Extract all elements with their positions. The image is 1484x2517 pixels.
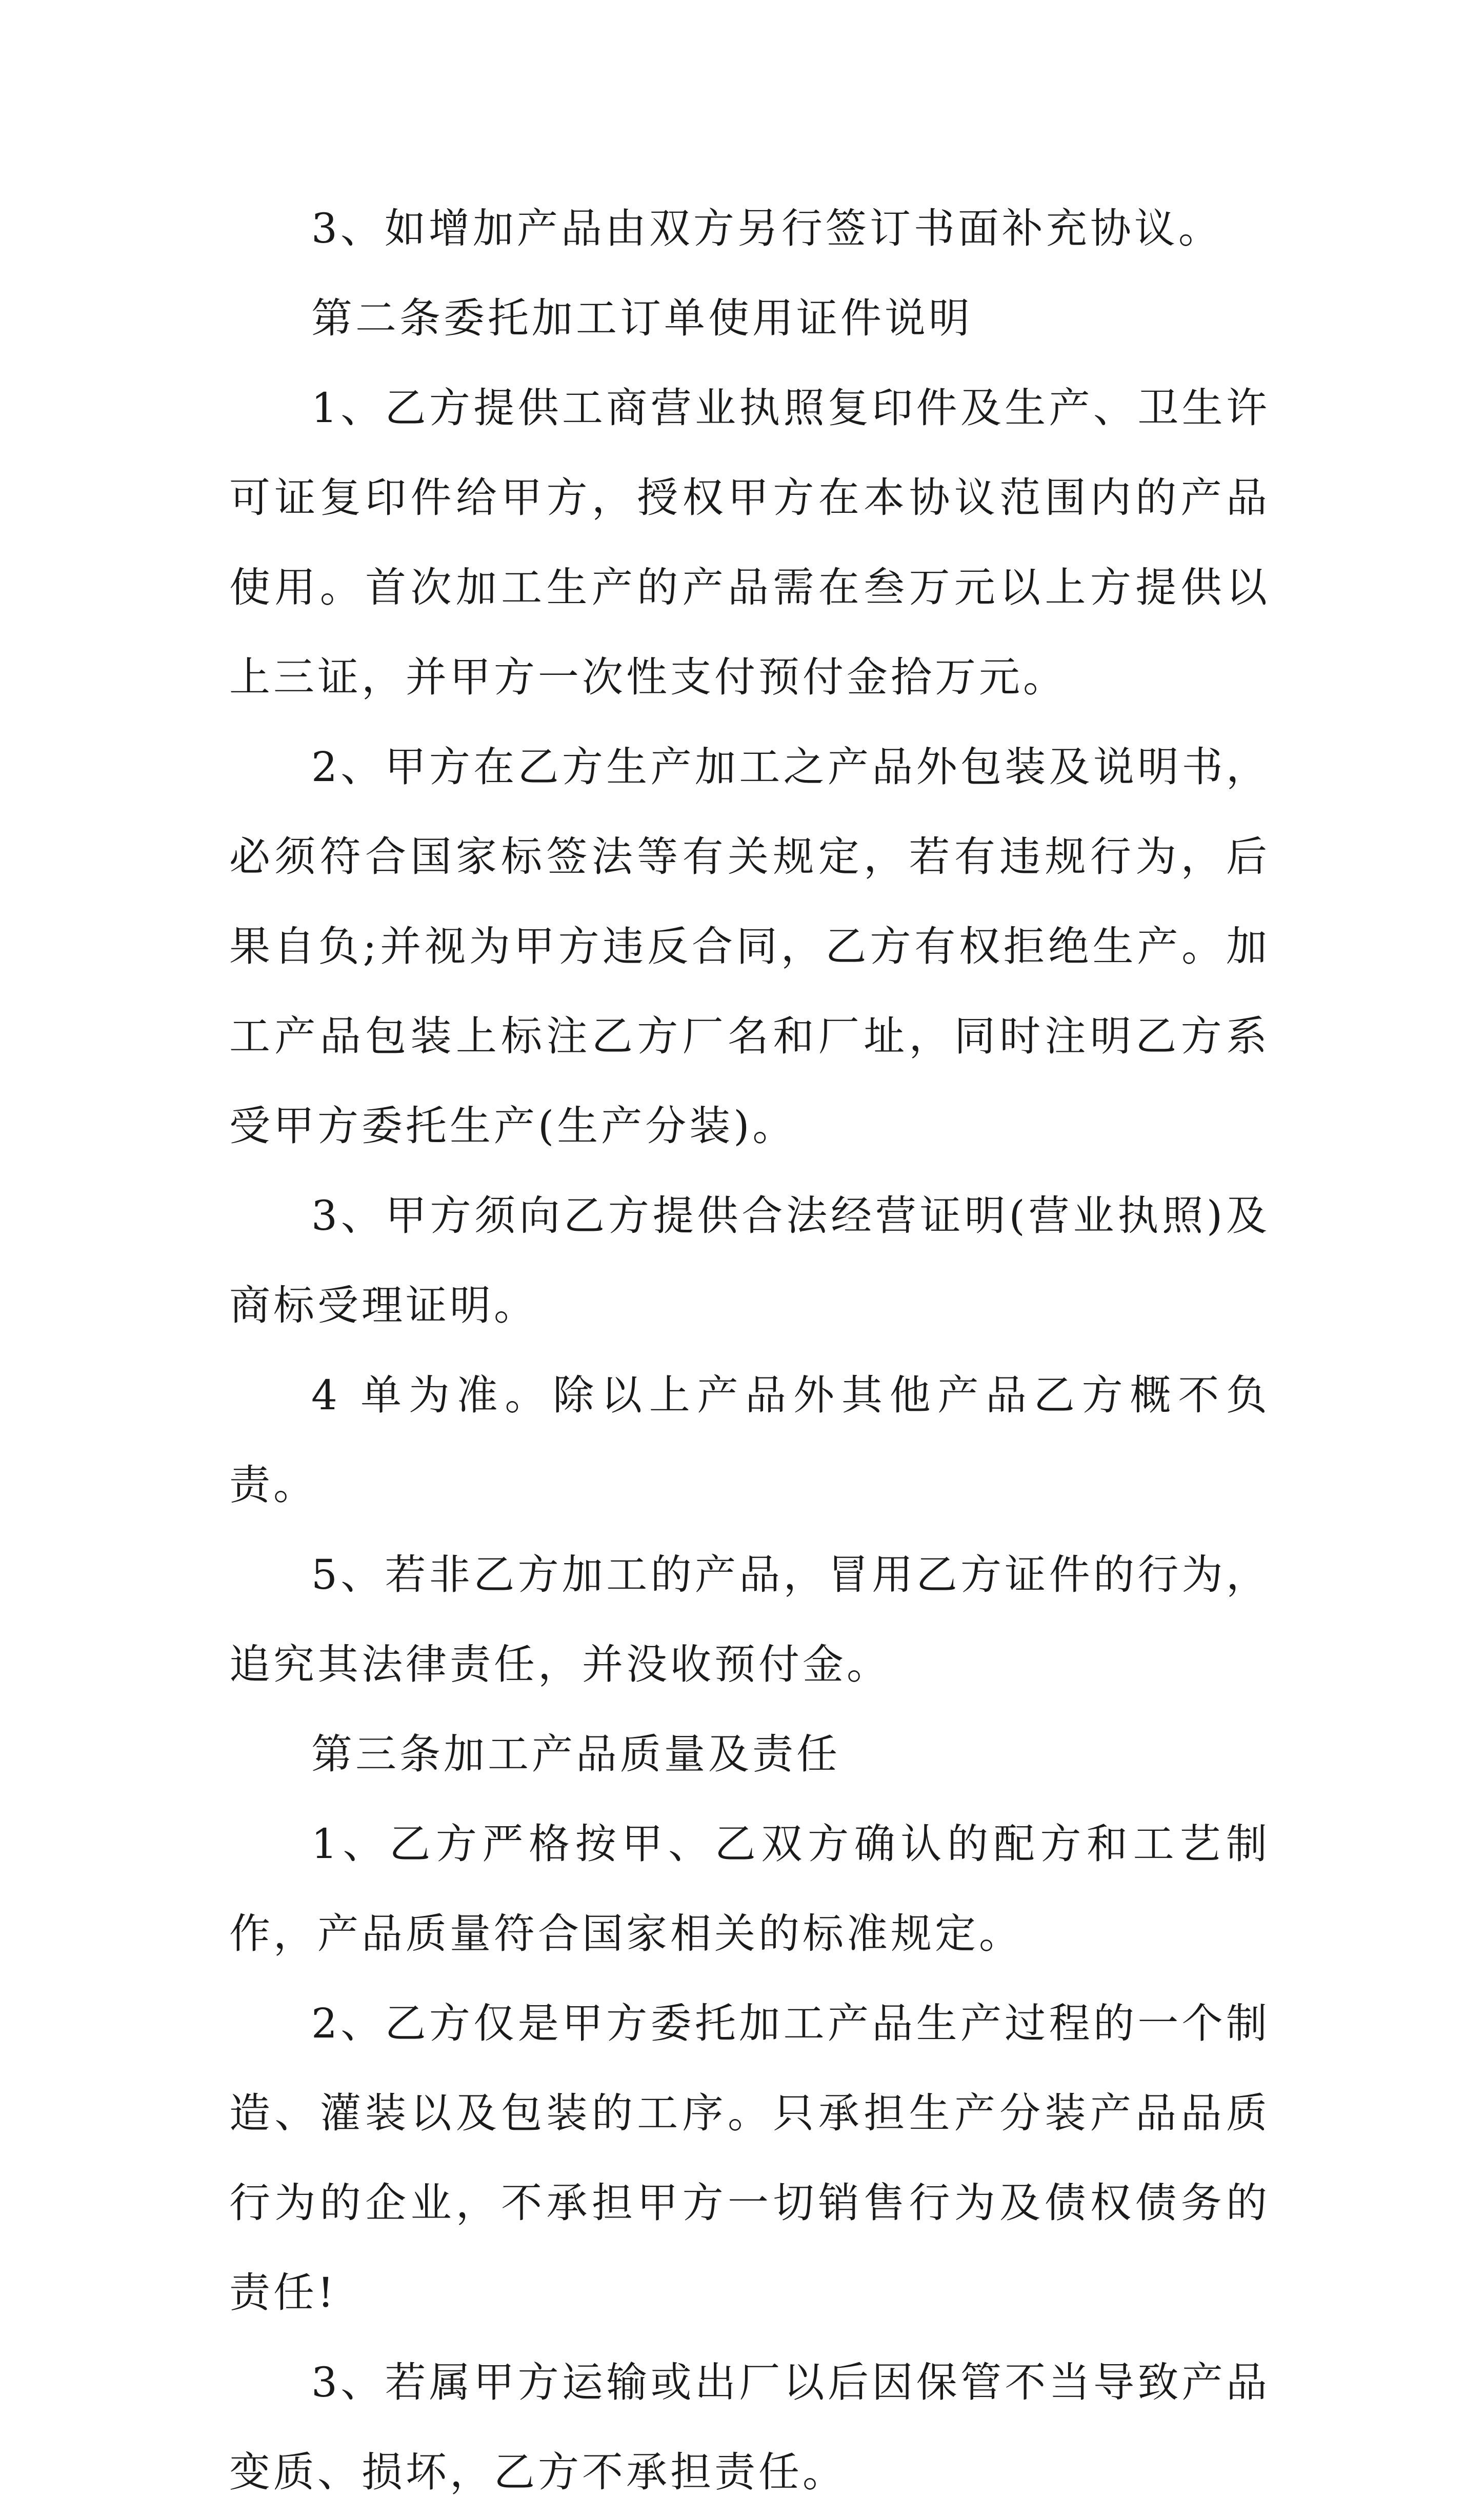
paragraph-article-2-item-5: 5、若非乙方加工的产品，冒用乙方证件的行为，追究其法律责任，并没收预付金。 — [229, 1551, 1270, 1688]
paragraph-article-2-item-1: 1、乙方提供工商营业执照复印件及生产、卫生许可证复印件给甲方，授权甲方在本协议范围内的产品使用。首次加工生产的产品需在叁万元以上方提供以上三证，并甲方一次性支付预付金拾万元。 — [229, 384, 1270, 701]
document-body — [229, 184, 1270, 2517]
section-heading-article-2: 第二条委托加工订单使用证件说明 — [311, 294, 973, 342]
section-heading-article-3: 第三条加工产品质量及责任 — [311, 1730, 840, 1778]
paragraph-article-2-item-2: 2、甲方在乙方生产加工之产品外包装及说明书，必须符合国家标签法等有关规定，若有违规行为，后果自负;并视为甲方违反合同，乙方有权拒绝生产。加工产品包装上标注乙方厂名和厂址，同时注明乙方系受甲方委托生产(生产分装)。 — [229, 743, 1270, 1150]
paragraph-article-3-item-1: 1、乙方严格按甲、乙双方确认的配方和工艺制作，产品质量符合国家相关的标准规定。 — [229, 1820, 1270, 1957]
paragraph-clause-2-item-3: 3、如增加产品由双方另行签订书面补充协议。 — [311, 205, 1222, 252]
paragraph-article-2-item-3: 3、甲方须向乙方提供合法经营证明(营业执照)及商标受理证明。 — [229, 1192, 1270, 1329]
paragraph-article-3-item-2: 2、乙方仅是甲方委托加工产品生产过程的一个制造、灌装以及包装的工序。只承担生产分装产品品质行为的企业，不承担甲方一切销售行为及债权债务的责任! — [229, 2000, 1270, 2316]
paragraph-article-3-item-3: 3、若属甲方运输或出厂以后因保管不当导致产品变质、损坏，乙方不承担责任。 — [229, 2359, 1270, 2496]
paragraph-article-2-item-4: 4 单为准。除以上产品外其他产品乙方概不负责。 — [229, 1371, 1270, 1509]
